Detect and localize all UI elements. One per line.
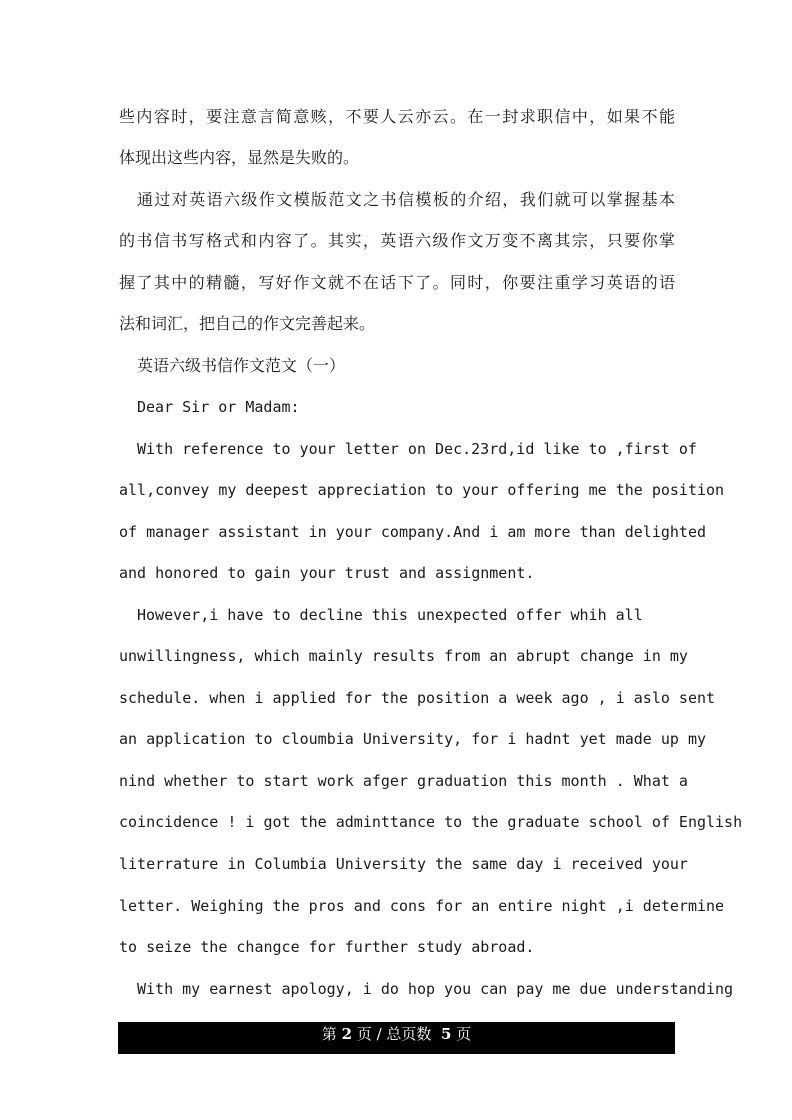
letter-line: schedule. when i applied for the position a week ago , i aslo sent: [119, 689, 716, 707]
paragraph-line: 体现出这些内容，显然是失败的。: [119, 148, 360, 167]
current-page-number: 2: [341, 1025, 353, 1043]
letter-salutation: Dear Sir or Madam:: [137, 398, 300, 416]
letter-line: nind whether to start work afger graduation this month . What a: [119, 772, 688, 790]
letter-line: literrature in Columbia University the same day i received your: [119, 855, 688, 873]
footer-middle: 页 / 总页数: [356, 1025, 432, 1043]
paragraph-line: 法和词汇，把自己的作文完善起来。: [119, 314, 376, 333]
paragraph-line: 握了其中的精髓，写好作文就不在话下了。同时，你要注重学习英语的语: [119, 273, 675, 292]
total-pages-number: 5: [440, 1025, 452, 1043]
footer-suffix: 页: [456, 1025, 472, 1043]
letter-line: unwillingness, which mainly results from an abrupt change in my: [119, 647, 688, 665]
letter-line: letter. Weighing the pros and cons for an entire night ,i determine: [119, 897, 725, 915]
letter-line: an application to cloumbia University, for i hadnt yet made up my: [119, 730, 706, 748]
letter-line: However,i have to decline this unexpected offer whih all: [137, 606, 643, 624]
letter-line: With reference to your letter on Dec.23rd,id like to ,first of: [137, 440, 697, 458]
letter-line: coincidence ! i got the adminttance to the graduate school of English: [119, 813, 743, 831]
paragraph-line: 的书信书写格式和内容了。其实，英语六级作文万变不离其宗，只要你掌: [119, 231, 675, 250]
page-footer: [118, 1022, 675, 1054]
letter-line: to seize the changce for further study abroad.: [119, 938, 535, 956]
paragraph-line: 通过对英语六级作文模版范文之书信模板的介绍，我们就可以掌握基本: [137, 190, 675, 209]
letter-line: With my earnest apology, i do hop you can pay me due understanding: [137, 980, 734, 998]
letter-line: and honored to gain your trust and assignment.: [119, 564, 535, 582]
letter-line: all,convey my deepest appreciation to your offering me the position: [119, 481, 725, 499]
footer-prefix: 第: [321, 1025, 337, 1043]
section-heading: 英语六级书信作文范文（一）: [137, 356, 346, 375]
page-counter: [118, 1024, 675, 1044]
paragraph-line: 些内容时，要注意言简意赅，不要人云亦云。在一封求职信中，如果不能: [119, 107, 675, 126]
letter-line: of manager assistant in your company.And i am more than delighted: [119, 523, 706, 541]
